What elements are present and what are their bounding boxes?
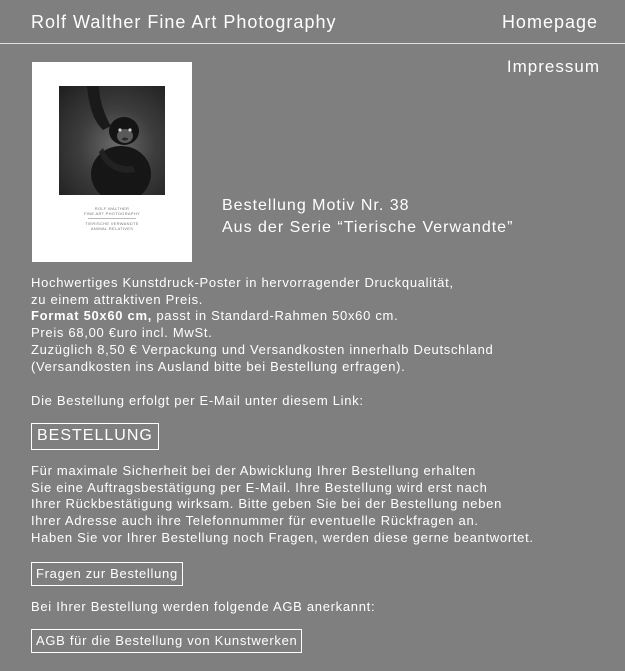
- agb-intro: Bei Ihrer Bestellung werden folgende AGB anerkannt:: [31, 599, 376, 614]
- security-line: Ihrer Rückbestätigung wirksam. Bitte geben Sie bei der Bestellung neben: [31, 496, 503, 512]
- nav-impressum-link[interactable]: Impressum: [506, 57, 600, 76]
- poster-caption-series: TIERISCHE VERWANDTE: [85, 221, 139, 226]
- format-rest: passt in Standard-Rahmen 50x60 cm.: [152, 308, 399, 324]
- poster-caption-subtitle: FINE ART PHOTOGRAPHY: [83, 211, 140, 216]
- poster-caption-author: ROLF WALTHER: [94, 206, 130, 211]
- gorilla-icon: [59, 86, 165, 195]
- header-divider: [0, 43, 625, 44]
- order-heading: [222, 195, 513, 239]
- format-bold: Format 50x60 cm,: [31, 308, 153, 324]
- security-line: Haben Sie vor Ihrer Bestellung noch Fragen, werden diese gerne beantwortet.: [31, 529, 534, 545]
- questions-button[interactable]: Fragen zur Bestellung: [31, 562, 183, 586]
- security-line: Für maximale Sicherheit bei der Abwicklung Ihrer Bestellung erhalten: [31, 463, 477, 478]
- description-line: Hochwertiges Kunstdruck-Poster in hervorragender Druckqualität,: [31, 275, 454, 290]
- format-line: [31, 308, 493, 325]
- poster-image: [32, 62, 192, 262]
- security-line: Ihrer Adresse auch ihre Telefonnummer für eventuelle Rückfragen an.: [31, 513, 479, 529]
- order-button[interactable]: BESTELLUNG: [31, 423, 159, 450]
- order-series-title: Aus der Serie “Tierische Verwandte”: [222, 219, 514, 236]
- security-info: [31, 463, 534, 547]
- site-header: [0, 0, 625, 43]
- agb-button[interactable]: AGB für die Bestellung von Kunstwerken: [31, 629, 302, 653]
- price-line: Preis 68,00 €uro incl. MwSt.: [31, 325, 213, 341]
- gorilla-photo: [59, 86, 165, 195]
- site-title: Rolf Walther Fine Art Photography: [31, 12, 337, 32]
- order-motif-title: Bestellung Motiv Nr. 38: [222, 197, 410, 214]
- shipping-line: Zuzüglich 8,50 € Verpackung und Versandkosten innerhalb Deutschland: [31, 341, 494, 357]
- product-description: [31, 275, 493, 375]
- nav-homepage-link[interactable]: Homepage: [501, 12, 598, 32]
- poster-caption-series-en: ANIMAL RELATIVES: [90, 226, 134, 231]
- shipping-abroad-line: (Versandkosten ins Ausland bitte bei Bestellung erfragen).: [31, 358, 406, 374]
- poster-caption-rule: [88, 218, 136, 219]
- security-line: Sie eine Auftragsbestätigung per E-Mail. Ihre Bestellung wird erst nach: [31, 479, 488, 495]
- order-link-intro: Die Bestellung erfolgt per E-Mail unter diesem Link:: [31, 393, 364, 408]
- description-line: zu einem attraktiven Preis.: [31, 291, 204, 307]
